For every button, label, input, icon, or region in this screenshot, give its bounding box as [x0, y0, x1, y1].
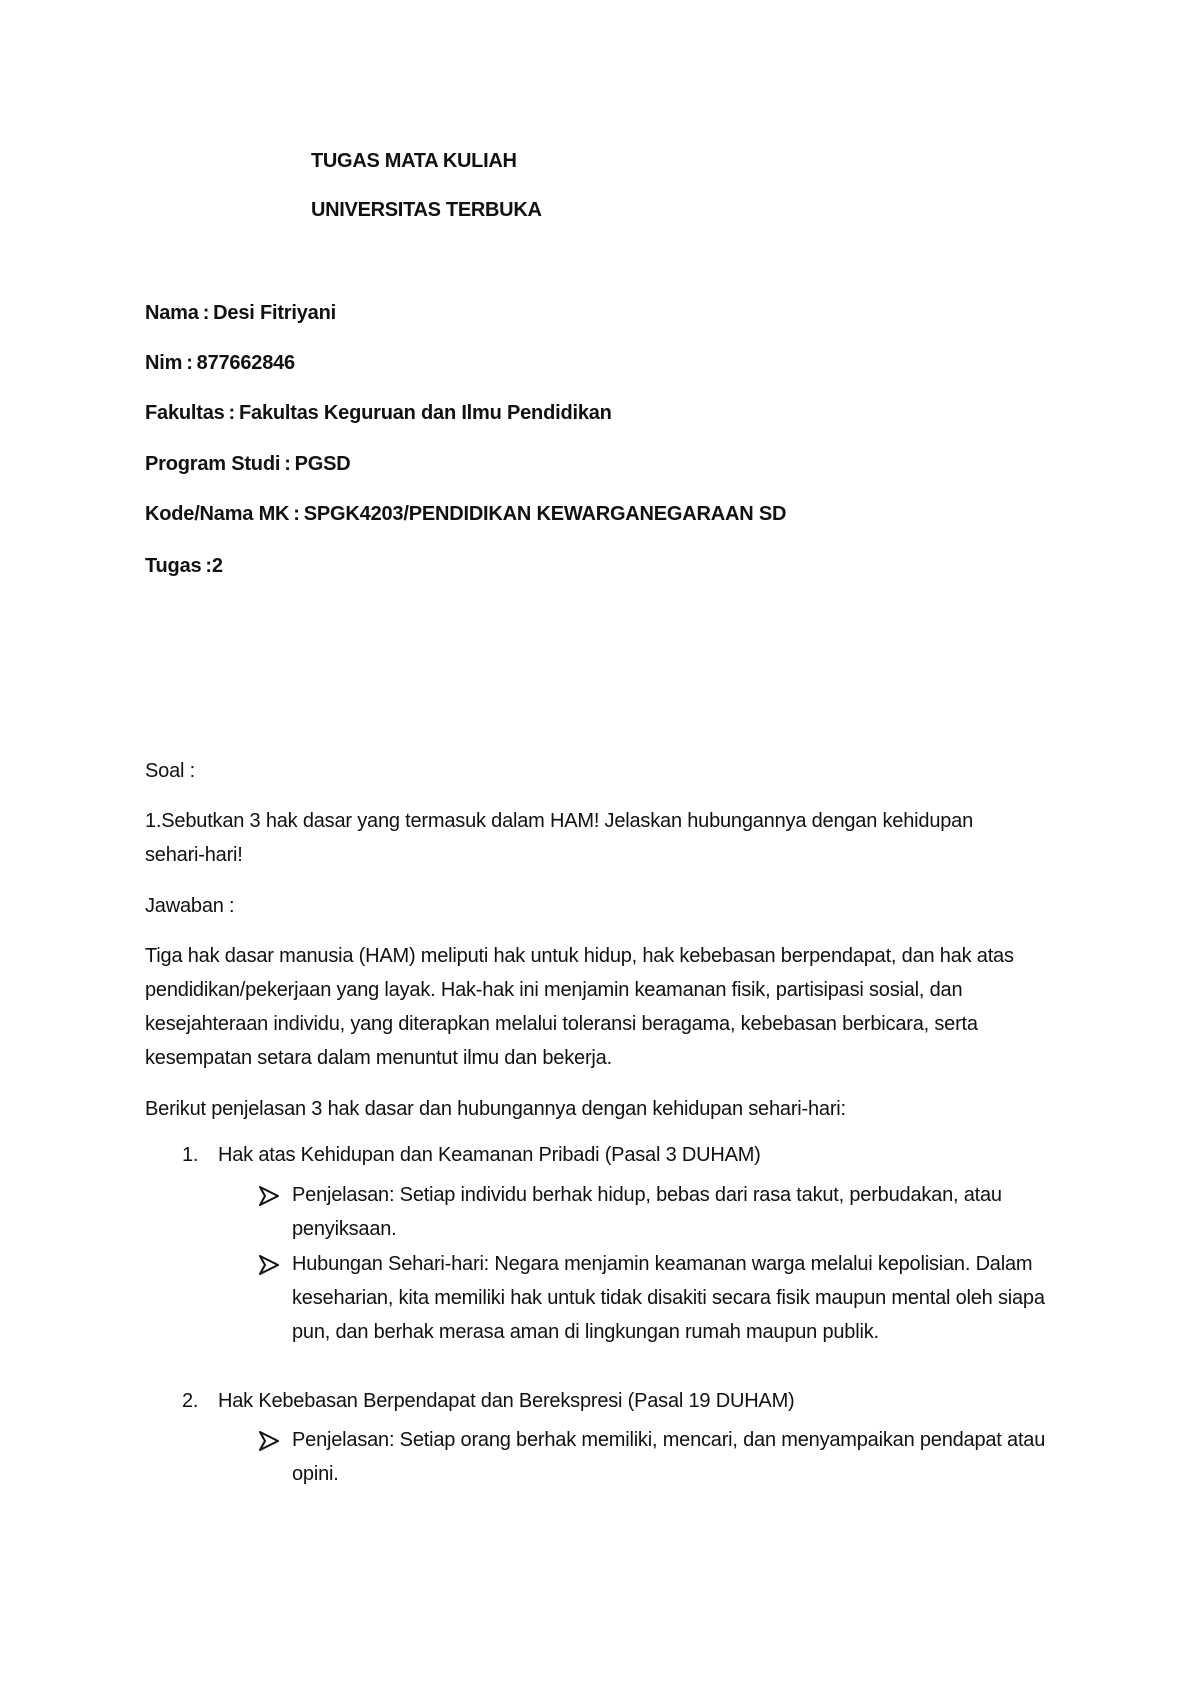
header-university: UNIVERSITAS TERBUKA [311, 199, 542, 221]
list-item-title: Hak Kebebasan Berpendapat dan Berekspresi (Pasal 19 DUHAM) [218, 1390, 795, 1412]
field-program-studi: Program Studi : PGSD [145, 453, 351, 475]
field-label: Program Studi [145, 453, 281, 475]
field-value: 2 [211, 555, 223, 577]
soal-label: Soal : [145, 760, 195, 782]
jawaban-lead: Berikut penjelasan 3 hak dasar dan hubungannya dengan kehidupan sehari-hari: [145, 1098, 846, 1120]
sub-item-text: Penjelasan: Setiap individu berhak hidup, bebas dari rasa takut, perbudakan, atau penyiksaan. [292, 1184, 1002, 1240]
field-label: Kode/Nama MK [145, 503, 290, 525]
field-kode-mk: Kode/Nama MK : SPGK4203/PENDIDIKAN KEWARGANEGARAAN SD [145, 503, 787, 525]
sub-item-text: Penjelasan: Setiap orang berhak memiliki, mencari, dan menyampaikan pendapat atau opini. [292, 1429, 1046, 1485]
field-value: SPGK4203/PENDIDIKAN KEWARGANEGARAAN SD [303, 503, 787, 525]
jawaban-label: Jawaban : [145, 895, 235, 917]
arrow-bullet-icon [258, 1184, 280, 1208]
field-label: Tugas [145, 555, 202, 577]
field-label: Nim [145, 352, 183, 374]
field-value: Desi Fitriyani [213, 302, 336, 324]
sub-item-text: Hubungan Sehari-hari: Negara menjamin keamanan warga melalui kepolisian. Dalam keseharian, kita memiliki hak untuk tidak disakiti secara fisik maupun mental oleh siapa pun, dan berhak merasa aman di lingkungan rumah maupun publik. [292, 1253, 1045, 1343]
field-value: PGSD [294, 453, 351, 475]
list-item-title: Hak atas Kehidupan dan Keamanan Pribadi (Pasal 3 DUHAM) [218, 1144, 761, 1166]
list-item-number: 2. [182, 1390, 199, 1412]
field-value: 877662846 [196, 352, 295, 374]
arrow-bullet-icon [258, 1429, 280, 1453]
arrow-bullet-icon [258, 1253, 280, 1277]
field-nama: Nama : Desi Fitriyani [145, 302, 336, 324]
list-item-number: 1. [182, 1144, 199, 1166]
jawaban-intro: Tiga hak dasar manusia (HAM) meliputi hak untuk hidup, hak kebebasan berpendapat, dan hak atas pendidikan/pekerjaan yang layak. Hak-hak ini menjamin keamanan fisik, partisipasi sosial, dan kesejahteraan individu, yang diterapkan melalui toleransi beragama, kebebasan berbicara, serta kesempatan setara dalam menuntut ilmu dan bekerja. [145, 945, 1014, 1069]
field-label: Nama [145, 302, 199, 324]
field-fakultas: Fakultas : Fakultas Keguruan dan Ilmu Pendidikan [145, 402, 612, 424]
soal-question: 1.Sebutkan 3 hak dasar yang termasuk dalam HAM! Jelaskan hubungannya dengan kehidupan sehari-hari! [145, 810, 974, 866]
header-title: TUGAS MATA KULIAH [311, 150, 517, 172]
field-value: Fakultas Keguruan dan Ilmu Pendidikan [239, 402, 612, 424]
field-tugas: Tugas :2 [145, 555, 223, 577]
field-nim: Nim : 877662846 [145, 352, 295, 374]
field-label: Fakultas [145, 402, 225, 424]
